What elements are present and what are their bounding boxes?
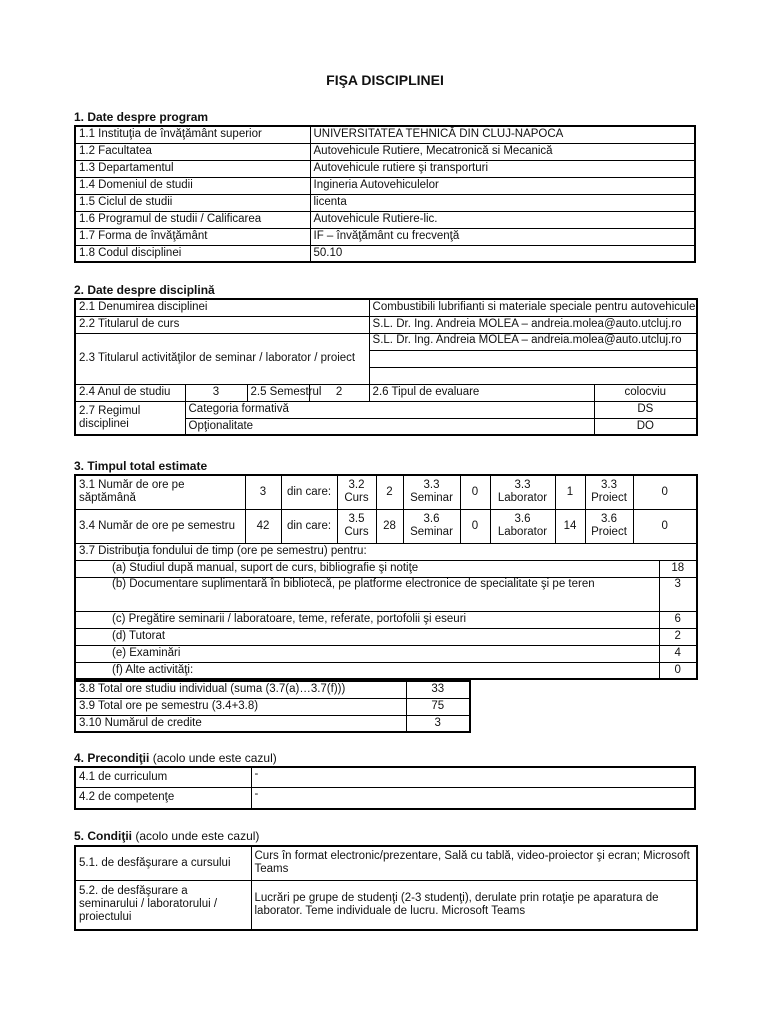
label-cell: 2.1 Denumirea disciplinei <box>75 299 369 316</box>
value-cell: 2 <box>659 628 697 645</box>
table-row <box>75 577 697 611</box>
value-cell: Curs în format electronic/prezentare, Sală cu tablă, video-proiector şi ecran; Microsoft Teams <box>251 846 697 880</box>
value-cell: - <box>251 787 695 809</box>
table-row <box>75 880 697 930</box>
value-cell: S.L. Dr. Ing. Andreia MOLEA – andreia.molea@auto.utcluj.ro <box>369 333 697 350</box>
value-cell: 18 <box>659 560 697 577</box>
label-cell: 3.1 Număr de ore pe săptămână <box>75 475 245 509</box>
value-cell: 2 <box>376 475 403 509</box>
table-row <box>75 681 470 698</box>
label-cell: 3.3 Seminar <box>403 475 460 509</box>
table-row <box>75 299 697 316</box>
value-cell: Combustibili lubrifianti si materiale speciale pentru autovehicule <box>369 299 697 316</box>
label-cell: 3.7 Distribuţia fondului de timp (ore pe semestru) pentru: <box>75 543 697 560</box>
document-title: FIŞA DISCIPLINEI <box>326 72 444 88</box>
value-cell: 0 <box>633 475 697 509</box>
table-row <box>75 715 470 732</box>
label-cell: 3.8 Total ore studiu individual (suma (3.7(a)…3.7(f))) <box>75 681 406 698</box>
value-cell: DS <box>594 401 697 418</box>
table-row <box>75 846 697 880</box>
section-3-heading: 3. Timpul total estimate <box>74 459 208 473</box>
label-cell: 1.6 Programul de studii / Calificarea <box>75 211 310 228</box>
section-4-note: (acolo unde este cazul) <box>149 751 277 765</box>
section-5-heading <box>74 829 259 843</box>
label-cell: 1.7 Forma de învăţământ <box>75 228 310 245</box>
value-cell: 14 <box>555 509 585 543</box>
empty-cell <box>369 350 697 367</box>
value-cell: 33 <box>406 681 470 698</box>
table-row <box>75 211 695 228</box>
value-cell: Autovehicule rutiere şi transporturi <box>310 160 695 177</box>
value-cell: DO <box>594 418 697 435</box>
section-5-note: (acolo unde este cazul) <box>132 829 260 843</box>
table-row <box>75 698 470 715</box>
time-table <box>74 474 698 680</box>
label-cell: (f) Alte activităţi: <box>75 662 659 679</box>
label-cell: 2.5 Semestrul <box>247 384 309 401</box>
section-4-heading <box>74 751 277 765</box>
value-cell: UNIVERSITATEA TEHNICĂ DIN CLUJ-NAPOCA <box>310 126 695 143</box>
table-row <box>75 543 697 560</box>
table-row <box>75 194 695 211</box>
program-table <box>74 125 696 263</box>
value-cell: 28 <box>376 509 403 543</box>
label-cell: 2.4 Anul de studiu <box>75 384 185 401</box>
table-row <box>75 126 695 143</box>
table-row <box>75 560 697 577</box>
value-cell: 42 <box>245 509 281 543</box>
empty-cell <box>369 367 697 384</box>
label-cell: 3.6 Proiect <box>585 509 633 543</box>
label-cell: din care: <box>281 475 337 509</box>
label-cell: 3.6 Laborator <box>490 509 555 543</box>
value-cell: 2 <box>309 384 369 401</box>
table-row <box>75 475 697 509</box>
table-row <box>75 316 697 333</box>
totals-table <box>74 680 471 733</box>
preconditions-table <box>74 766 696 810</box>
label-cell: Categoria formativă <box>185 401 594 418</box>
label-cell: 3.2 Curs <box>337 475 376 509</box>
label-cell: (c) Pregătire seminarii / laboratoare, teme, referate, portofolii şi eseuri <box>75 611 659 628</box>
table-row <box>75 645 697 662</box>
table-row <box>75 611 697 628</box>
section-5-title: 5. Condiţii <box>74 829 132 843</box>
value-cell: Lucrări pe grupe de studenţi (2-3 studenţi), derulate prin rotaţie pe aparatura de laborator. Teme individuale de lucru. Microsoft Teams <box>251 880 697 930</box>
value-cell: Autovehicule Rutiere-lic. <box>310 211 695 228</box>
value-cell: 3 <box>185 384 247 401</box>
label-cell: 1.3 Departamentul <box>75 160 310 177</box>
table-row <box>75 333 697 350</box>
label-cell: 3.5 Curs <box>337 509 376 543</box>
value-cell: 3 <box>659 577 697 611</box>
table-row <box>75 384 697 401</box>
value-cell: 4 <box>659 645 697 662</box>
section-4-title: 4. Precondiţii <box>74 751 150 765</box>
table-row <box>75 509 697 543</box>
label-cell: 2.7 Regimul disciplinei <box>75 401 185 435</box>
label-cell: 1.4 Domeniul de studii <box>75 177 310 194</box>
label-cell: 5.1. de desfăşurare a cursului <box>75 846 251 880</box>
value-cell: 0 <box>460 509 490 543</box>
discipline-table <box>74 298 698 436</box>
label-cell: 1.8 Codul disciplinei <box>75 245 310 262</box>
table-row <box>75 160 695 177</box>
value-cell: S.L. Dr. Ing. Andreia MOLEA – andreia.molea@auto.utcluj.ro <box>369 316 697 333</box>
label-cell: 5.2. de desfăşurare a seminarului / laboratorului / proiectului <box>75 880 251 930</box>
value-cell: IF – învăţământ cu frecvenţă <box>310 228 695 245</box>
value-cell: 75 <box>406 698 470 715</box>
table-row <box>75 767 695 787</box>
section-2-heading: 2. Date despre disciplină <box>74 283 215 297</box>
label-cell: 2.3 Titularul activităţilor de seminar / laborator / proiect <box>75 333 369 384</box>
label-cell: 1.2 Facultatea <box>75 143 310 160</box>
table-row <box>75 245 695 262</box>
label-cell: 3.9 Total ore pe semestru (3.4+3.8) <box>75 698 406 715</box>
value-cell: licenta <box>310 194 695 211</box>
label-cell: (d) Tutorat <box>75 628 659 645</box>
value-cell: Ingineria Autovehiculelor <box>310 177 695 194</box>
label-cell: 3.4 Număr de ore pe semestru <box>75 509 245 543</box>
label-cell: 2.6 Tipul de evaluare <box>369 384 594 401</box>
label-cell: Opţionalitate <box>185 418 594 435</box>
table-row <box>75 143 695 160</box>
label-cell: 1.1 Instituţia de învăţământ superior <box>75 126 310 143</box>
table-row <box>75 662 697 679</box>
table-row <box>75 228 695 245</box>
label-cell: 2.2 Titularul de curs <box>75 316 369 333</box>
label-cell: 3.6 Seminar <box>403 509 460 543</box>
table-row <box>75 401 697 418</box>
label-cell: 3.10 Numărul de credite <box>75 715 406 732</box>
table-row <box>75 177 695 194</box>
label-cell: 3.3 Proiect <box>585 475 633 509</box>
value-cell: 1 <box>555 475 585 509</box>
value-cell: Autovehicule Rutiere, Mecatronică si Mecanică <box>310 143 695 160</box>
value-cell: 6 <box>659 611 697 628</box>
conditions-table <box>74 845 698 931</box>
label-cell: (e) Examinări <box>75 645 659 662</box>
value-cell: 3 <box>245 475 281 509</box>
section-1-heading: 1. Date despre program <box>74 110 209 124</box>
table-row <box>75 628 697 645</box>
label-cell: (b) Documentare suplimentară în bibliotecă, pe platforme electronice de specialitate şi pe teren <box>75 577 659 611</box>
value-cell: 0 <box>633 509 697 543</box>
value-cell: colocviu <box>594 384 697 401</box>
label-cell: 3.3 Laborator <box>490 475 555 509</box>
table-row <box>75 787 695 809</box>
value-cell: 0 <box>659 662 697 679</box>
value-cell: - <box>251 767 695 787</box>
label-cell: (a) Studiul după manual, suport de curs, bibliografie şi notiţe <box>75 560 659 577</box>
value-cell: 3 <box>406 715 470 732</box>
label-cell: 4.1 de curriculum <box>75 767 251 787</box>
label-cell: 4.2 de competenţe <box>75 787 251 809</box>
value-cell: 50.10 <box>310 245 695 262</box>
value-cell: 0 <box>460 475 490 509</box>
label-cell: din care: <box>281 509 337 543</box>
label-cell: 1.5 Ciclul de studii <box>75 194 310 211</box>
